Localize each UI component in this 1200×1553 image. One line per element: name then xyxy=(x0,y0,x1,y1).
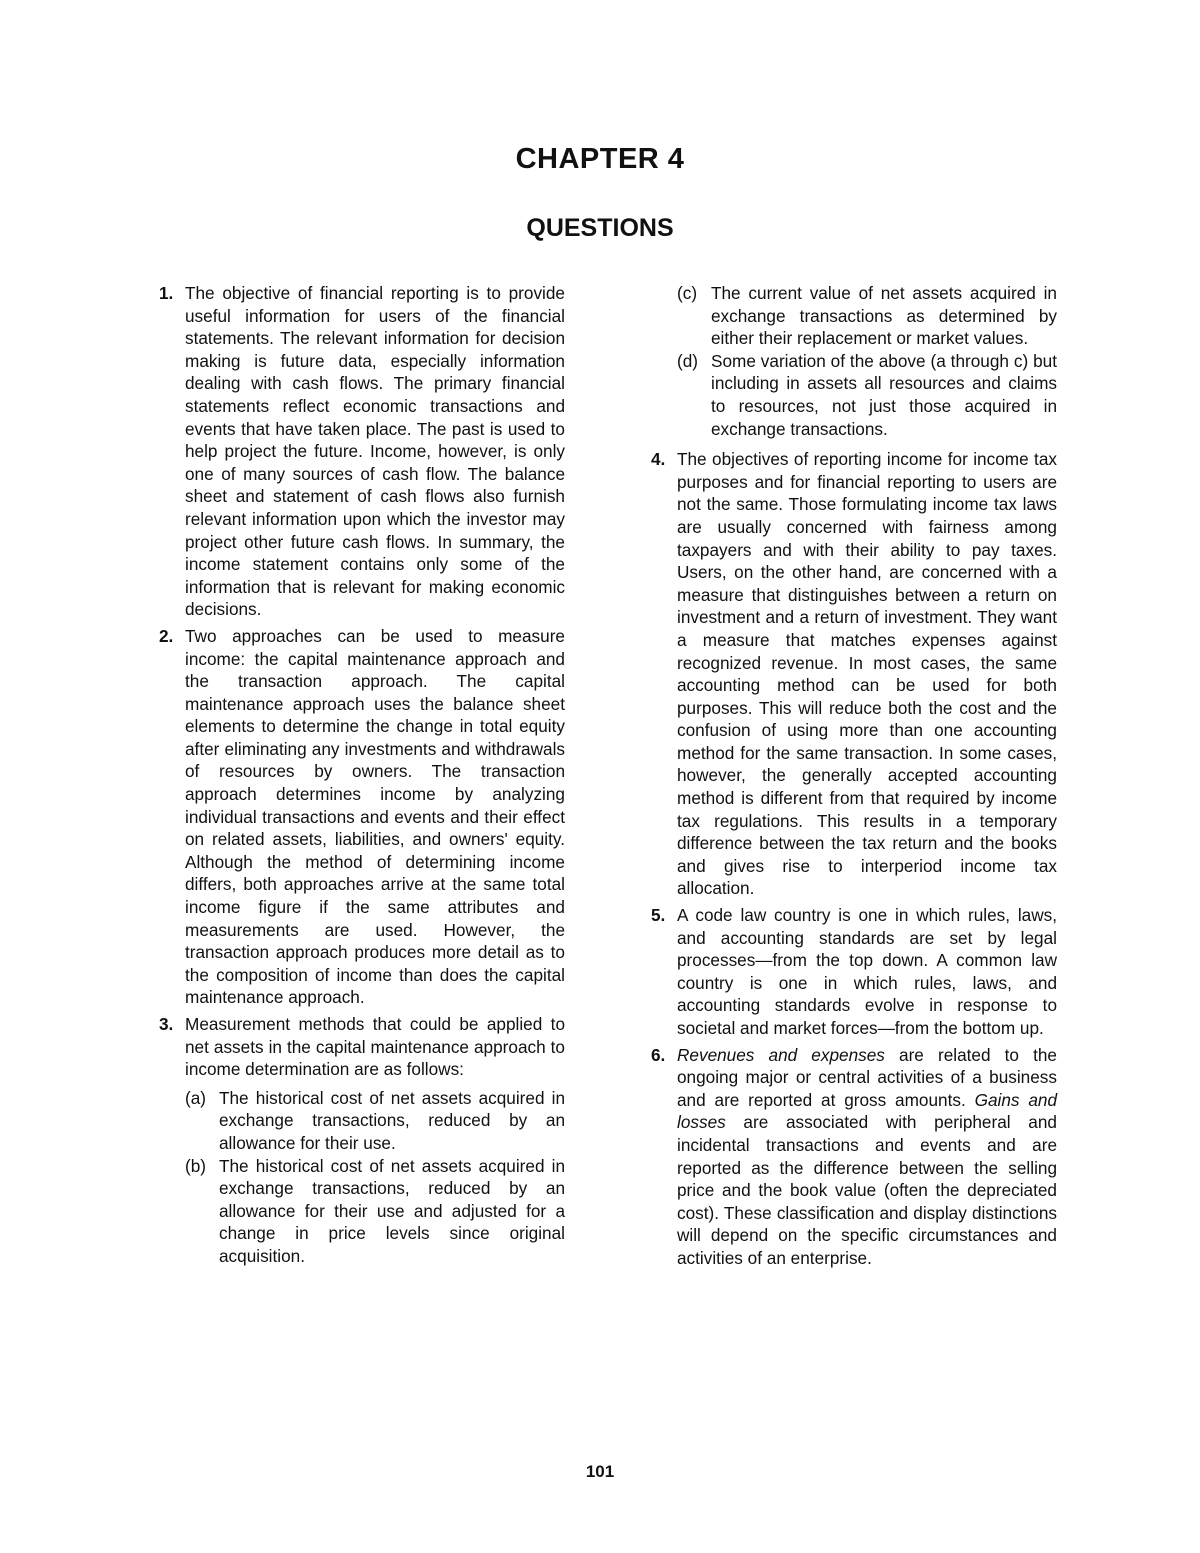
list-item-label: (c) xyxy=(677,283,698,303)
question-number: 5. xyxy=(651,905,666,926)
text-part-1: are related to the ongoing major or central activities of a business and are reported at gross amounts. xyxy=(677,1044,1057,1110)
list-item-label: (b) xyxy=(185,1155,207,1176)
list-item xyxy=(677,282,1057,350)
list-item xyxy=(185,1155,565,1268)
list-item-label: (a) xyxy=(185,1087,207,1108)
list-item xyxy=(185,1087,565,1155)
chapter-title: CHAPTER 4 xyxy=(515,143,685,175)
list-item-text: Some variation of the above (a through c) but including in assets all resources and claims to resources, not just those acquired in exchange transactions. xyxy=(711,350,1057,439)
term-revenues-expenses: Revenues and expenses xyxy=(677,1044,885,1065)
section-title: QUESTIONS xyxy=(526,214,674,242)
question-number: 3. xyxy=(159,1014,174,1034)
page-number: 101 xyxy=(585,1462,615,1481)
right-column xyxy=(637,282,1057,1274)
question-text xyxy=(677,1044,1057,1270)
measurement-methods-list xyxy=(185,1087,565,1268)
question-3-continued xyxy=(637,282,1057,440)
question-text: The objectives of reporting income for income tax purposes and for financial reporting to users are not the same. Those formulating income tax laws are usually concerned with fairness among taxpayers and with their ability to pay taxes. Users, on the other hand, are concerned with a measure that distinguishes between a return on investment and a return of investment. They want a measure that matches expenses against recognized revenue. In most cases, the same accounting method can be used for both purposes. This will reduce both the cost and the confusion of using more than one accounting method for the same transaction. In some cases, however, the generally accepted accounting method is different from that required by income tax regulations. This results in a temporary difference between the tax return and the books and gives rise to interperiod income tax allocation. xyxy=(677,449,1057,899)
question-1 xyxy=(145,282,565,621)
list-item-label: (d) xyxy=(677,350,699,371)
question-3 xyxy=(145,1013,565,1268)
text-part-2: are associated with peripheral and incidental transactions and events and are reported as the difference between the selling price and the book value (often the depreciated cost). These classification and display distinctions will depend on the specific circumstances and activities of an enterprise. xyxy=(677,1112,1057,1268)
question-text: A code law country is one in which rules, laws, and accounting standards are set by legal processes—from the top down. A common law country is one in which rules, laws, and accounting standards evolve in response to societal and market forces—from the bottom up. xyxy=(677,905,1057,1038)
question-2 xyxy=(145,625,565,1009)
question-number: 1. xyxy=(159,283,174,303)
question-number: 6. xyxy=(651,1044,666,1065)
list-item xyxy=(677,350,1057,440)
list-item-text: The historical cost of net assets acquired in exchange transactions, reduced by an allowance for their use and adjusted for a change in price levels since original acquisition. xyxy=(219,1155,565,1266)
question-6 xyxy=(637,1044,1057,1270)
question-number: 4. xyxy=(651,449,666,470)
left-column xyxy=(145,282,565,1272)
term-gains-losses: Gains and losses xyxy=(677,1089,1058,1133)
question-text: Two approaches can be used to measure income: the capital maintenance approach and the transaction approach. The capital maintenance approach uses the balance sheet elements to determine the change in total equity after eliminating any investments and withdrawals of resources by owners. The transaction approach determines income by analyzing individual transactions and events and their effect on related assets, liabilities, and owners' equity. Although the method of determining income differs, both approaches arrive at the same total income figure if the same attributes and measurements are used. However, the transaction approach produces more detail as to the composition of income than does the capital maintenance approach. xyxy=(185,625,565,1008)
list-item-text: The historical cost of net assets acquired in exchange transactions, reduced by an allowance for their use. xyxy=(219,1087,565,1153)
question-text: The objective of financial reporting is to provide useful information for users of the financial statements. The relevant information for decision making is future data, especially information dealing with cash flows. The primary financial statements reflect economic transactions and events that have taken place. The past is used to help project the future. Income, however, is only one of many sources of cash flow. The balance sheet and statement of cash flows also furnish relevant information upon which the investor may project other future cash flows. In summary, the income statement contains only some of the information that is relevant for making economic decisions. xyxy=(185,283,565,620)
question-5 xyxy=(637,904,1057,1040)
list-item-text: The current value of net assets acquired in exchange transactions as determined by either their replacement or market values. xyxy=(711,283,1057,349)
question-text: Measurement methods that could be applied to net assets in the capital maintenance approach to income determination are as follows: xyxy=(185,1014,565,1080)
question-number: 2. xyxy=(159,625,174,646)
question-4 xyxy=(637,448,1057,900)
